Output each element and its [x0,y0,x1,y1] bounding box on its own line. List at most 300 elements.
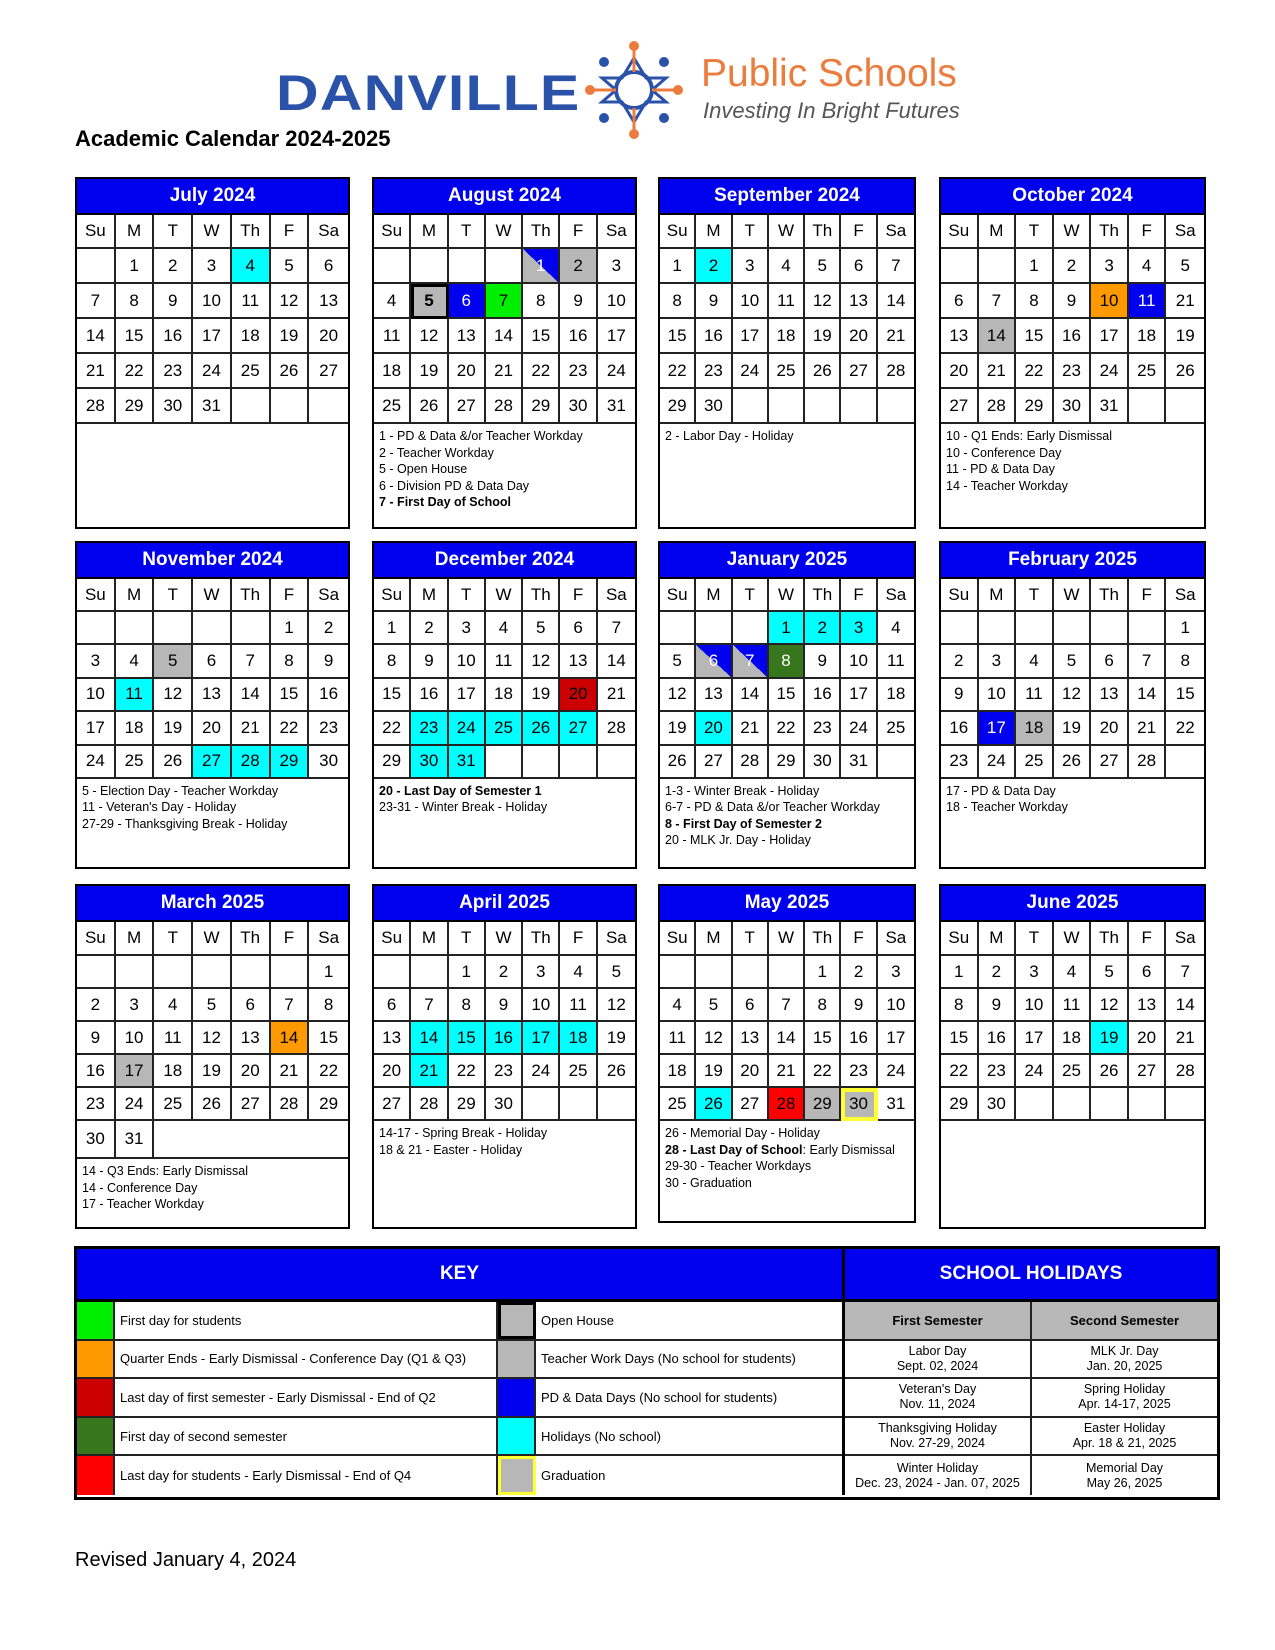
day-cell: 19 [1166,319,1204,354]
weekday-header: Th [805,922,841,956]
day-cell: 6 [1129,956,1167,989]
note-line: 14-17 - Spring Break - Holiday [379,1126,548,1140]
day-cell: 29 [309,1088,348,1121]
day-cell: 7 [979,284,1017,319]
day-cell: 23 [1054,354,1092,389]
day-cell: 10 [1016,989,1054,1022]
note-line: 18 & 21 - Easter - Holiday [379,1142,523,1157]
day-cell: 13 [449,319,486,354]
month-notes [374,1121,635,1227]
day-cell: 8 [374,645,411,678]
day-cell: 12 [696,1022,732,1055]
weekday-header: T [154,922,193,956]
day-cell: 11 [878,645,914,678]
day-cell: 1 [309,956,348,989]
note-line: 14 - Q3 Ends: Early Dismissal [82,1164,249,1178]
day-cell: 1 [805,956,841,989]
month-title: April 2025 [374,886,635,922]
weekday-header: Sa [309,579,348,612]
day-cell: 13 [374,1022,411,1055]
day-cell: 30 [486,1088,523,1121]
empty-cell [271,956,310,989]
note-line: 5 - Open House [379,462,468,476]
weekday-header: F [560,922,597,956]
key-row [77,1302,842,1341]
day-cell: 5 [805,249,841,284]
weekday-header: F [271,579,310,612]
weekday-header: Th [805,579,841,612]
holiday-row [845,1379,1217,1418]
day-cell: 15 [271,679,310,712]
day-cell: 6 [193,645,232,678]
month-notes [660,779,914,867]
empty-cell [486,746,523,779]
weekday-header: W [1054,922,1092,956]
day-cell: 20 [232,1055,271,1088]
day-cell: 2 [941,645,979,678]
day-cell: 15 [805,1022,841,1055]
day-cell: 2 [1054,249,1092,284]
key-label: Open House [541,1312,614,1328]
month-title: January 2025 [660,543,914,579]
day-cell: 1 [1016,249,1054,284]
day-cell: 13 [696,679,732,712]
month-notes [660,424,914,527]
day-cell: 22 [941,1055,979,1088]
day-cell: 31 [116,1121,155,1159]
month-title: October 2024 [941,179,1204,215]
color-swatch [498,1418,536,1455]
day-cell: 30 [841,1088,877,1121]
day-cell: 10 [979,679,1017,712]
day-cell: 13 [560,645,597,678]
empty-cell [154,612,193,645]
day-cell: 26 [271,354,310,389]
color-swatch [77,1341,115,1378]
weekday-header: T [733,922,769,956]
day-cell: 12 [523,645,560,678]
key-entries [77,1302,845,1495]
day-cell: 25 [769,354,805,389]
holiday-name: Winter Holiday [896,1460,979,1475]
key-row [77,1341,842,1380]
weekday-header: W [193,922,232,956]
day-cell: 17 [116,1055,155,1088]
weekday-header: T [733,215,769,249]
day-cell: 29 [374,746,411,779]
day-cell: 27 [449,389,486,424]
empty-cell [77,956,116,989]
day-cell: 23 [560,354,597,389]
day-cell: 27 [232,1088,271,1121]
day-cell: 3 [1091,249,1129,284]
weekday-header: Su [77,922,116,956]
month-notes [941,779,1204,867]
day-cell: 5 [411,284,448,319]
day-cell: 16 [154,319,193,354]
day-cell: 10 [878,989,914,1022]
day-cell: 19 [271,319,310,354]
empty-cell [769,956,805,989]
note-line: 11 - Veteran's Day - Holiday [82,800,237,815]
empty-cell [733,956,769,989]
day-cell: 4 [1016,645,1054,678]
weekday-header: W [1054,579,1092,612]
key-label: PD & Data Days (No school for students) [541,1389,778,1405]
month-november-2024 [75,541,350,869]
weekday-header: T [449,579,486,612]
day-cell: 16 [77,1055,116,1088]
empty-cell [941,612,979,645]
day-cell: 21 [878,319,914,354]
day-cell: 13 [232,1022,271,1055]
month-notes [374,424,635,527]
day-cell: 28 [1129,746,1167,779]
holiday-name: Thanksgiving Holiday [878,1421,997,1436]
day-cell: 18 [769,319,805,354]
day-cell: 16 [560,319,597,354]
key-label: Teacher Work Days (No school for students) [541,1351,796,1367]
weekday-header: F [1129,215,1167,249]
day-cell: 27 [193,746,232,779]
revised-date: Revised January 4, 2024 [75,1549,297,1571]
month-notes [941,424,1204,527]
empty-cell [232,956,271,989]
day-cell: 9 [1054,284,1092,319]
day-cell: 7 [486,284,523,319]
weekday-header: Th [232,215,271,249]
day-cell: 11 [154,1022,193,1055]
day-cell: 19 [696,1055,732,1088]
day-cell: 28 [271,1088,310,1121]
day-cell: 4 [116,645,155,678]
holiday-date: Apr. 18 & 21, 2025 [1072,1436,1177,1451]
day-cell: 10 [841,645,877,678]
day-cell: 30 [411,746,448,779]
month-title: July 2024 [77,179,348,215]
weekday-header: F [560,215,597,249]
weekday-header: T [449,215,486,249]
day-cell: 29 [769,746,805,779]
day-cell: 1 [116,249,155,284]
day-cell: 26 [1054,746,1092,779]
day-cell: 1 [769,612,805,645]
note-line: 7 - First Day of School [379,495,511,509]
day-cell: 13 [1091,679,1129,712]
day-cell: 25 [1016,746,1054,779]
day-cell: 21 [486,354,523,389]
day-cell: 30 [805,746,841,779]
day-cell: 2 [486,956,523,989]
day-cell: 11 [1129,284,1167,319]
day-cell: 12 [154,679,193,712]
day-cell: 10 [449,645,486,678]
weekday-header: M [116,215,155,249]
day-cell: 11 [486,645,523,678]
weekday-header: M [116,922,155,956]
day-cell: 13 [1129,989,1167,1022]
day-cell: 19 [523,679,560,712]
day-cell: 22 [1166,712,1204,745]
day-cell: 22 [449,1055,486,1088]
color-swatch [498,1302,536,1339]
weekday-header: Su [941,922,979,956]
weekday-header: W [486,579,523,612]
day-cell: 14 [979,319,1017,354]
month-october-2024 [939,177,1206,529]
weekday-header: F [841,215,877,249]
day-cell: 14 [598,645,635,678]
month-notes [374,779,635,867]
day-cell: 30 [154,389,193,424]
day-cell: 1 [449,956,486,989]
day-cell: 18 [1129,319,1167,354]
day-cell: 2 [979,956,1017,989]
weekday-header: Sa [1166,922,1204,956]
page-title: Academic Calendar 2024-2025 [75,126,391,151]
day-cell: 17 [193,319,232,354]
note-line: 8 - First Day of Semester 2 [665,816,823,831]
month-title: November 2024 [77,543,348,579]
day-cell: 27 [1129,1055,1167,1088]
day-cell: 29 [449,1088,486,1121]
day-cell: 23 [154,354,193,389]
day-cell: 11 [374,319,411,354]
day-cell: 2 [805,612,841,645]
weekday-header: F [841,579,877,612]
empty-cell [696,956,732,989]
weekday-header: W [769,922,805,956]
day-cell: 29 [941,1088,979,1121]
day-cell: 7 [1129,645,1167,678]
day-cell: 1 [523,249,560,284]
weekday-header: Sa [878,579,914,612]
holiday-name: Spring Holiday [1083,1382,1166,1397]
color-swatch [77,1456,115,1495]
weekday-header: W [1054,215,1092,249]
month-september-2024 [658,177,916,529]
weekday-header: Su [77,215,116,249]
holiday-date: Nov. 27-29, 2024 [890,1436,985,1451]
month-march-2025 [75,884,350,1229]
empty-cell [486,249,523,284]
color-swatch [77,1302,115,1339]
note-line: 23-31 - Winter Break - Holiday [379,800,548,815]
day-cell: 2 [560,249,597,284]
weekday-header: Th [232,922,271,956]
day-cell: 9 [560,284,597,319]
holiday-name: Veteran's Day [898,1382,977,1397]
weekday-header: Th [805,215,841,249]
month-may-2025 [658,884,916,1223]
day-cell: 31 [1091,389,1129,424]
day-cell: 31 [878,1088,914,1121]
day-cell: 14 [271,1022,310,1055]
day-cell: 21 [979,354,1017,389]
month-title: August 2024 [374,179,635,215]
day-cell: 13 [193,679,232,712]
holiday-date: Apr. 14-17, 2025 [1078,1397,1171,1412]
day-cell: 28 [979,389,1017,424]
day-cell: 18 [232,319,271,354]
holiday-name: Labor Day [908,1343,967,1358]
day-cell: 7 [598,612,635,645]
empty-cell [769,389,805,424]
day-cell: 17 [979,712,1017,745]
note-line: 17 - Teacher Workday [82,1197,204,1211]
day-cell: 30 [309,746,348,779]
day-cell: 8 [523,284,560,319]
key-label: Quarter Ends - Early Dismissal - Conference Day (Q1 & Q3) [115,1341,498,1378]
day-cell: 23 [696,354,732,389]
day-cell: 23 [309,712,348,745]
weekday-header: M [411,215,448,249]
day-cell: 24 [1091,354,1129,389]
weekday-header: Sa [309,922,348,956]
note-line: 1-3 - Winter Break - Holiday [665,783,820,798]
empty-cell [116,956,155,989]
day-cell: 19 [598,1022,635,1055]
day-cell: 2 [841,956,877,989]
empty-cell [193,612,232,645]
empty-cell [449,249,486,284]
day-cell: 24 [733,354,769,389]
month-december-2024 [372,541,637,869]
day-cell: 28 [769,1088,805,1121]
day-cell: 11 [660,1022,696,1055]
day-cell: 3 [116,989,155,1022]
weekday-header: T [1016,922,1054,956]
empty-cell [271,389,310,424]
day-cell: 12 [660,679,696,712]
note-line: 27-29 - Thanksgiving Break - Holiday [82,816,288,831]
day-cell: 6 [374,989,411,1022]
day-cell: 5 [1166,249,1204,284]
weekday-header: M [696,922,732,956]
day-cell: 9 [309,645,348,678]
day-cell: 5 [154,645,193,678]
color-swatch [77,1418,115,1455]
holiday-entry [845,1418,1032,1455]
day-cell: 7 [271,989,310,1022]
day-cell: 10 [733,284,769,319]
empty-cell [979,612,1017,645]
day-cell: 19 [411,354,448,389]
day-cell: 23 [979,1055,1017,1088]
day-cell: 24 [449,712,486,745]
day-cell: 2 [696,249,732,284]
weekday-header: W [486,215,523,249]
day-cell: 30 [979,1088,1017,1121]
day-cell: 19 [1091,1022,1129,1055]
day-cell: 22 [374,712,411,745]
empty-cell [1091,612,1129,645]
color-swatch [77,1379,115,1416]
day-cell: 27 [733,1088,769,1121]
holiday-subheader [845,1302,1217,1341]
empty-cell [271,1121,310,1159]
day-cell: 4 [1054,956,1092,989]
day-cell: 31 [193,389,232,424]
empty-cell [1129,1088,1167,1121]
month-july-2024 [75,177,350,529]
day-cell: 1 [941,956,979,989]
empty-cell [1166,1088,1204,1121]
day-cell: 8 [1166,645,1204,678]
day-cell: 1 [660,249,696,284]
month-june-2025 [939,884,1206,1229]
day-cell: 4 [660,989,696,1022]
day-cell: 7 [1166,956,1204,989]
day-cell: 9 [486,989,523,1022]
empty-cell [309,1121,348,1159]
day-cell: 6 [1091,645,1129,678]
weekday-header: T [449,922,486,956]
holiday-entry [845,1379,1032,1416]
day-cell: 24 [116,1088,155,1121]
weekday-header: M [979,922,1017,956]
day-cell: 16 [411,679,448,712]
empty-cell [1054,612,1092,645]
empty-cell [232,1121,271,1159]
day-cell: 17 [1016,1022,1054,1055]
day-cell: 18 [374,354,411,389]
day-cell: 3 [878,956,914,989]
weekday-header: Th [1091,579,1129,612]
weekday-header: W [769,579,805,612]
day-cell: 25 [660,1088,696,1121]
day-cell: 4 [1129,249,1167,284]
school-holidays-title: SCHOOL HOLIDAYS [845,1249,1217,1299]
day-cell: 20 [1091,712,1129,745]
day-cell: 9 [805,645,841,678]
day-cell: 30 [560,389,597,424]
weekday-header: Sa [598,579,635,612]
holiday-name: Easter Holiday [1083,1421,1166,1436]
empty-cell [560,1088,597,1121]
day-cell: 29 [523,389,560,424]
day-cell: 14 [232,679,271,712]
day-cell: 6 [232,989,271,1022]
day-cell: 29 [1016,389,1054,424]
day-cell: 21 [271,1055,310,1088]
weekday-header: Su [660,579,696,612]
day-cell: 14 [411,1022,448,1055]
day-cell: 3 [77,645,116,678]
weekday-header: Th [523,922,560,956]
empty-cell [232,612,271,645]
day-cell: 30 [77,1121,116,1159]
day-cell: 10 [77,679,116,712]
day-cell: 20 [193,712,232,745]
day-cell: 25 [878,712,914,745]
weekday-header: Su [941,579,979,612]
month-notes [77,1159,348,1227]
day-cell: 14 [733,679,769,712]
day-cell: 26 [1166,354,1204,389]
holiday-row [845,1418,1217,1457]
day-cell: 7 [411,989,448,1022]
legend-key [74,1246,1220,1500]
weekday-header: Sa [878,215,914,249]
empty-cell [878,389,914,424]
day-cell: 26 [696,1088,732,1121]
day-cell: 31 [449,746,486,779]
day-cell: 3 [523,956,560,989]
day-cell: 16 [841,1022,877,1055]
weekday-header: T [154,215,193,249]
holiday-name: Memorial Day [1085,1460,1164,1475]
